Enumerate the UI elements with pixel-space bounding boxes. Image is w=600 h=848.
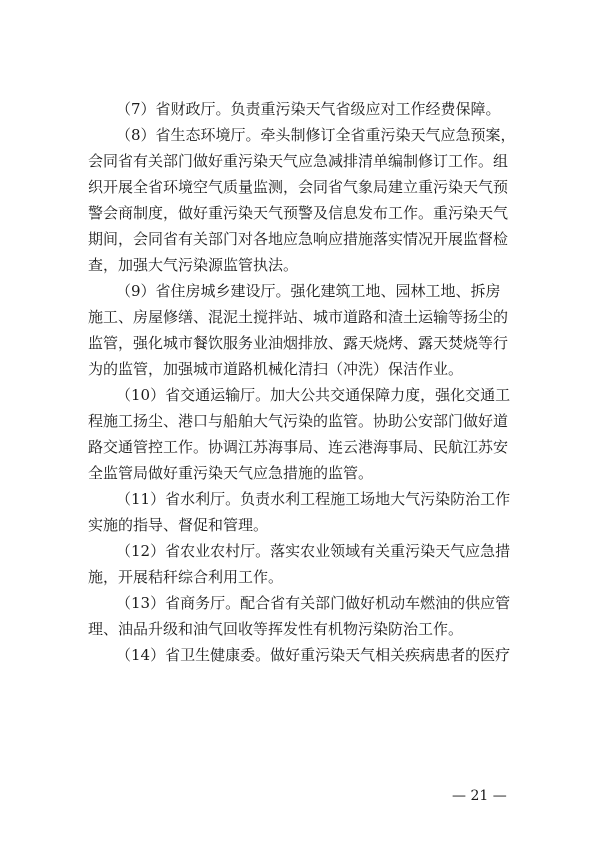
text-line: 实施的指导、督促和管理。 bbox=[88, 516, 269, 534]
text-line: 为的监管，加强城市道路机械化清扫（冲洗）保洁作业。 bbox=[88, 360, 464, 378]
paragraph bbox=[88, 642, 518, 668]
text-line: 理、油品升级和油气回收等挥发性有机物污染防治工作。 bbox=[88, 620, 464, 638]
text-line: 全监管局做好重污染天气应急措施的监管。 bbox=[88, 464, 374, 482]
paragraph bbox=[88, 590, 518, 642]
paragraph bbox=[88, 278, 518, 382]
text-line: 期间，会同省有关部门对各地应急响应措施落实情况开展监督检 bbox=[88, 230, 509, 248]
text-line: （10）省交通运输厅。加大公共交通保障力度，强化交通工 bbox=[116, 386, 511, 404]
text-line: 路交通管控工作。协调江苏海事局、连云港海事局、民航江苏安 bbox=[88, 438, 509, 456]
text-line: 会同省有关部门做好重污染天气应急减排清单编制修订工作。组 bbox=[88, 152, 509, 170]
text-line: （12）省农业农村厅。落实农业领域有关重污染天气应急措 bbox=[116, 542, 511, 560]
text-line: 查，加强大气污染源监管执法。 bbox=[88, 256, 299, 274]
text-line: 施，开展秸秆综合利用工作。 bbox=[88, 568, 284, 586]
text-line: （14）省卫生健康委。做好重污染天气相关疾病患者的医疗 bbox=[116, 646, 511, 664]
text-line: （9）省住房城乡建设厅。强化建筑工地、园林工地、拆房 bbox=[116, 282, 501, 300]
page-number: — 21 — bbox=[452, 788, 507, 804]
text-line: 织开展全省环境空气质量监测，会同省气象局建立重污染天气预 bbox=[88, 178, 509, 196]
text-line: （8）省生态环境厅。牵头制修订全省重污染天气应急预案， bbox=[116, 126, 516, 144]
text-line: 施工、房屋修缮、混泥土搅拌站、城市道路和渣土运输等扬尘的 bbox=[88, 308, 509, 326]
paragraph bbox=[88, 96, 518, 122]
text-line: 监管，强化城市餐饮服务业油烟排放、露天烧烤、露天焚烧等行 bbox=[88, 334, 509, 352]
paragraph bbox=[88, 486, 518, 538]
body-text bbox=[88, 96, 518, 668]
paragraph bbox=[88, 538, 518, 590]
text-line: （13）省商务厅。配合省有关部门做好机动车燃油的供应管 bbox=[116, 594, 511, 612]
paragraph bbox=[88, 122, 518, 278]
text-line: （11）省水利厅。负责水利工程施工场地大气污染防治工作 bbox=[116, 490, 511, 508]
text-line: （7）省财政厅。负责重污染天气省级应对工作经费保障。 bbox=[116, 100, 501, 118]
text-line: 警会商制度，做好重污染天气预警及信息发布工作。重污染天气 bbox=[88, 204, 509, 222]
paragraph bbox=[88, 382, 518, 486]
text-line: 程施工扬尘、港口与船舶大气污染的监管。协助公安部门做好道 bbox=[88, 412, 509, 430]
